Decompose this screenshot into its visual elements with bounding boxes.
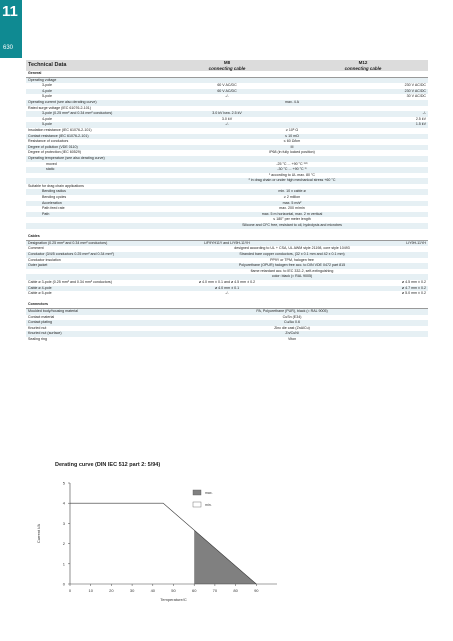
y-tick-label: 5 (62, 480, 65, 486)
x-tick-label: 60 (191, 588, 197, 593)
row-label: 3-pole (0.25 mm² and 0.34 mm² conductors) (26, 111, 156, 117)
shared-value: max. 200 m/min (279, 206, 305, 211)
row-label: Bending cycles (42, 195, 67, 200)
x-tick-label: 40 (150, 588, 156, 593)
row-label: Path (26, 212, 156, 218)
y-tick-label: 3 (62, 520, 65, 526)
row-label: Conductor (3/4/5 conductors 0.25 mm² and 0.34 mm²) (26, 252, 156, 258)
x-tick-label: 10 (88, 588, 93, 593)
m12-value: -/- (298, 111, 428, 117)
row-label: Rated surge voltage (IEC 61076-2-101) (28, 105, 91, 110)
section-title: Connectors (26, 302, 428, 308)
y-tick-label: 1 (62, 561, 65, 567)
shared-value: flame retardant acc. to IEC 332-2, self-extinguishing (250, 268, 334, 273)
shared-value: max. 4 A (156, 100, 428, 106)
shared-value: min. 10 x cable ø (156, 189, 428, 195)
row-label: Comment (28, 246, 44, 251)
shared-value: PA, Polyurethane (PUR), black (≈ RAL 9005) (156, 308, 428, 314)
shared-value: Cu/Au 0.6 (156, 320, 428, 326)
shared-value: Zn/CuNi (156, 331, 428, 337)
row-label: Sealing ring (28, 336, 47, 341)
shared-value: ² in drag chain or under high mechanical stress +60 °C (156, 178, 428, 184)
y-tick-label: 2 (62, 541, 65, 547)
m12-value: ø 4.7 mm ± 0.2 (298, 286, 428, 292)
m8-value: 60 V AC/DC (156, 89, 298, 95)
shared-value: color: black (≈ RAL 9005) (156, 274, 428, 280)
shared-value: -25 °C ... +90 °C ¹⁾²⁾ (276, 161, 308, 166)
shared-value: Stranded bare copper conductors, (32 x 0.1 mm and 42 x 0.1 mm) (156, 252, 428, 258)
m12-title: M12 (358, 60, 368, 65)
row-label: 4-pole (42, 116, 52, 121)
m12-value: 2.5 kV (415, 116, 427, 121)
row-label: Path feed rate (42, 206, 65, 211)
x-tick-label: 0 (68, 588, 72, 593)
table-title-text: Technical Data (28, 62, 67, 68)
m8-title: M8 (223, 60, 231, 65)
x-tick-label: 30 (129, 588, 135, 593)
row-label: Bending radius (26, 189, 156, 195)
row-label: Designation (0.25 mm² and 0.34 mm² conductors) (26, 240, 156, 246)
row-label: Operating current (see also derating curve) (26, 100, 156, 106)
row-label: Cable ø 5-pole (28, 291, 52, 296)
m8-value: LiF9YH11Y and LiY9H-11YH (156, 240, 298, 246)
shared-value: designed according to UL + CSA, UL AWM style 21198, core style 10493 (234, 246, 350, 251)
shared-value: Viton (287, 336, 297, 341)
shared-value: PP9Y or TPM, halogen free (270, 257, 314, 262)
m12-value: 1.5 kV (298, 122, 428, 128)
shared-value: max. 5 m horizontal, max. 2 m vertical (156, 212, 428, 218)
m12-value: 30 V AC/DC (406, 94, 427, 99)
chapter-number: 11 (2, 3, 18, 20)
row-label: Moulded body/housing material (26, 308, 156, 314)
row-label: Degree of pollution (VDE 0110) (26, 145, 156, 151)
row-label: 3-pole (42, 83, 52, 88)
x-axis-label: Temperature/C (160, 597, 187, 602)
shared-value: III (156, 145, 428, 151)
m12-value: 230 V AC/DC (404, 83, 427, 88)
row-label: Operating voltage (26, 77, 156, 83)
legend-swatch (193, 502, 201, 507)
row-label: 4-pole (26, 89, 156, 95)
y-tick-label: 4 (62, 500, 65, 506)
shared-value: CuSn (E34) (282, 314, 302, 319)
row-label: Resistance of conductors (28, 139, 69, 144)
row-label: Insulation resistance (IEC 61076-2-101) (28, 127, 92, 132)
m12-subtitle: connecting cable (344, 65, 382, 71)
row-label: Contact material (28, 314, 55, 319)
m12-value: ø 4.5 mm ± 0.2 (401, 279, 427, 284)
row-label: static (26, 167, 156, 173)
chart-title: Derating curve (DIN IEC 512 part 2: 5/94) (55, 462, 161, 468)
shared-value: ¹ according to UL max. 80 °C (268, 172, 316, 177)
m8-value: 3.0 kV (221, 116, 233, 121)
row-label: moved (46, 161, 57, 166)
row-label: Knurled nut (surface) (26, 331, 156, 337)
m8-value: -/- (156, 122, 298, 128)
m8-subtitle: connecting cable (208, 65, 246, 71)
shared-value: max. 5 m/s² (156, 201, 428, 207)
row-label: Operating temperature (see also derating curve) (26, 156, 156, 162)
shared-value: ≥ 10⁸ Ω (285, 127, 299, 132)
m8-value: -/- (225, 94, 229, 99)
m12-value: ø 5.0 mm ± 0.2 (401, 291, 427, 296)
m12-value: LiY9H-11YH (298, 240, 428, 246)
m8-value: ø 4.0 mm ± 0.1 (156, 286, 298, 292)
row-label: Degree of protection (IEC 60529) (28, 150, 81, 155)
shared-value: Polyurethane (OPUR) halogen free acc. to DIN VDE 0472 part 815 (156, 263, 428, 269)
row-label: Cable ø 3-pole (0.25 mm² and 0.34 mm² conductors) (28, 279, 112, 284)
row-label: Knurled nut (28, 325, 47, 330)
row-label: Cable ø 4-pole (26, 286, 156, 292)
shared-value: Silicone and CFC free, resistant to oil, hydrolysis and microbes (156, 223, 428, 229)
row-label: Suitable for drag chain applications (28, 183, 84, 188)
shared-value: ≤ 180° per meter length (273, 217, 311, 222)
legend-label: min. (205, 503, 212, 507)
x-tick-label: 50 (171, 588, 176, 593)
shared-value: ≥ 2 million (283, 195, 301, 200)
m8-value: 3.0 kV bzw. 2.5 kV (156, 111, 298, 117)
x-tick-label: 70 (212, 588, 218, 593)
m8-value: ø 4.0 mm ± 0.1 and ø 4.5 mm ± 0.2 (198, 279, 256, 284)
shared-value: ≤ 10 mΩ (156, 134, 428, 140)
m8-value: -/- (225, 291, 229, 296)
row-label: Conductor insulation (28, 257, 61, 262)
x-tick-label: 20 (109, 588, 114, 593)
x-tick-label: 80 (233, 588, 238, 593)
shared-value: IP68 (in fully locked position) (269, 150, 315, 155)
m8-value: 60 V AC/DC (217, 83, 237, 88)
row-label: 5-pole (42, 94, 52, 99)
row-label: 5-pole (26, 122, 156, 128)
page-number: 630 (3, 45, 14, 51)
y-axis-label: Current I/A (36, 523, 41, 544)
row-label: Contact plating (26, 320, 156, 326)
row-label: Outer jacket (26, 263, 156, 269)
shared-value: ≤ 60 Ω/km (283, 139, 301, 144)
y-tick-label: 0 (62, 581, 65, 587)
m12-value: 230 V AC/DC (298, 89, 428, 95)
legend-swatch (193, 490, 201, 495)
shared-value: -30 °C ... +90 °C ¹⁾ (156, 167, 428, 173)
section-title: Cables (26, 234, 428, 240)
shared-value: Zinc die cast (ZnAlCu) (274, 325, 310, 330)
row-label: Contact resistance (IEC 61076-2-101) (26, 134, 156, 140)
row-label: Acceleration (26, 201, 156, 207)
x-tick-label: 90 (254, 588, 259, 593)
legend-label: max. (205, 491, 213, 495)
section-title: General (26, 71, 428, 77)
